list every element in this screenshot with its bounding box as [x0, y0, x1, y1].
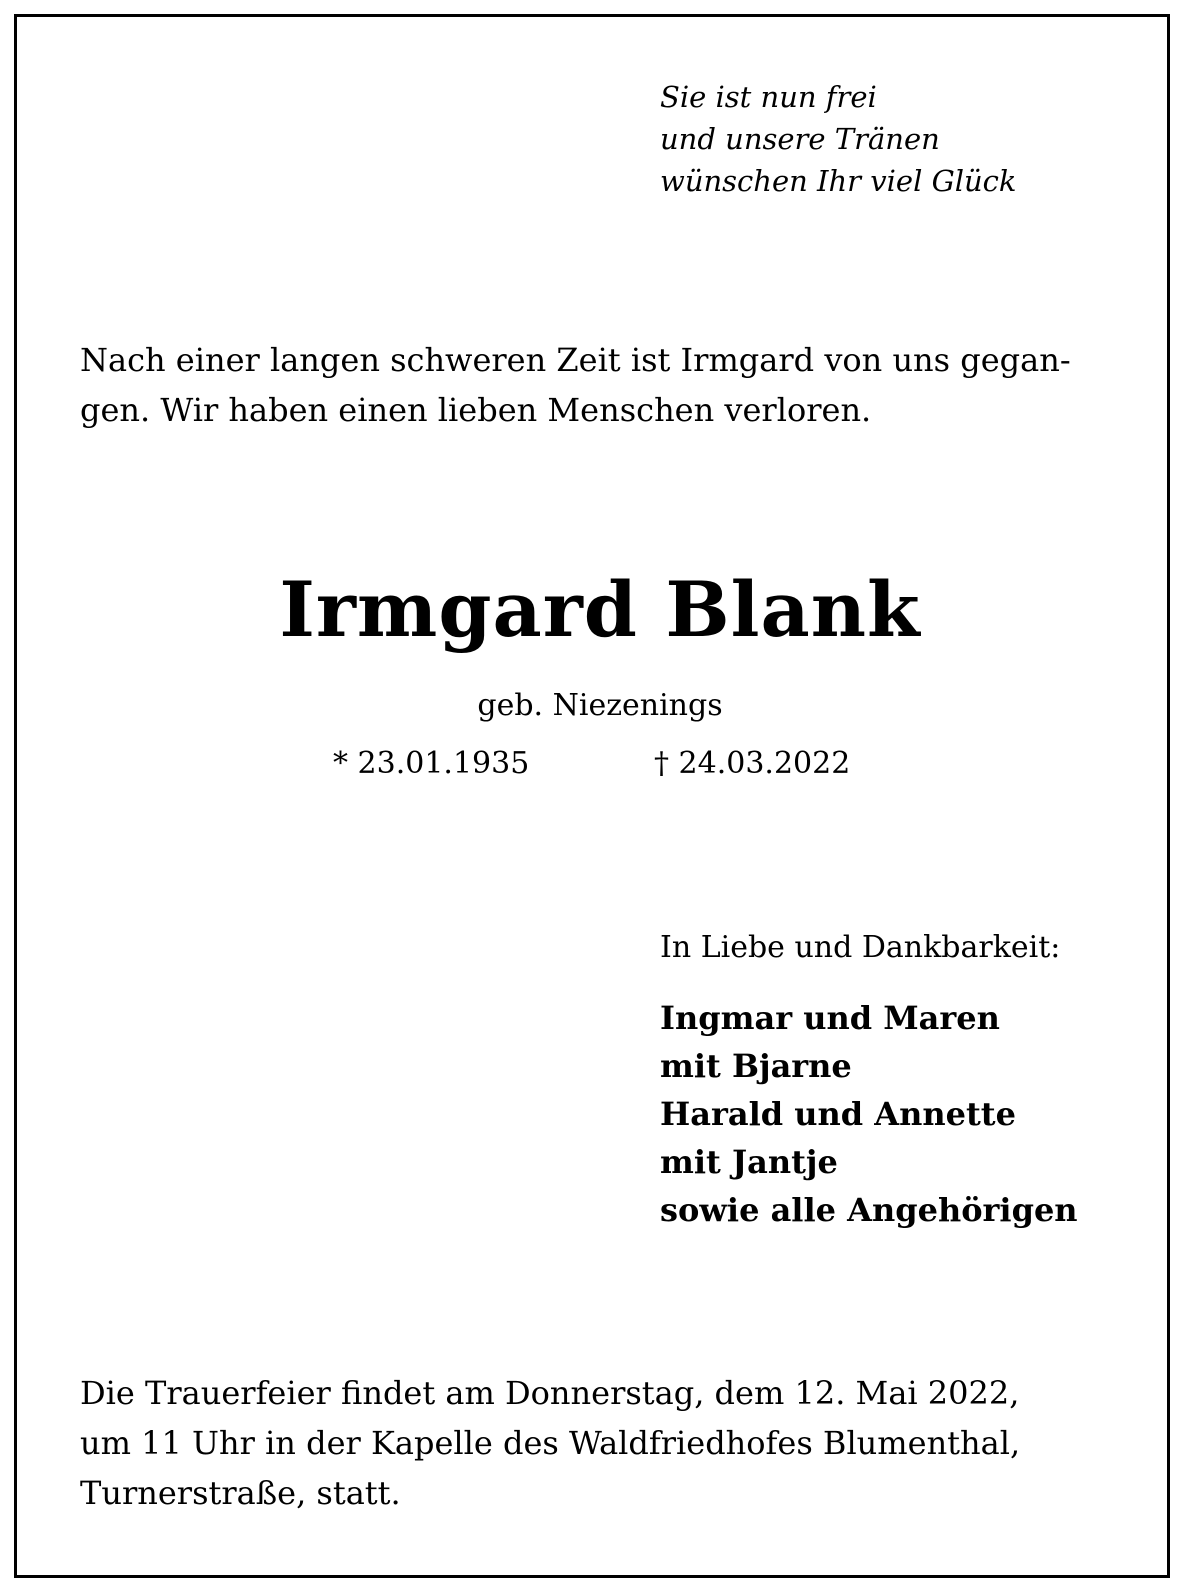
mourners-list	[660, 994, 1078, 1234]
mourner-item: Harald und Annette	[660, 1095, 1016, 1133]
motto-line: und unsere Tränen	[660, 122, 940, 156]
deceased-name: Irmgard Blank	[279, 565, 921, 654]
funeral-line: um 11 Uhr in der Kapelle des Waldfriedhofes Blumenthal,	[80, 1424, 1021, 1462]
funeral-line: Turnerstraße, statt.	[80, 1474, 401, 1512]
notice-border	[14, 14, 1170, 1578]
intro-text	[80, 335, 1071, 435]
mourner-item: sowie alle Angehörigen	[660, 1191, 1078, 1229]
intro-line: gen. Wir haben einen lieben Menschen verloren.	[80, 391, 872, 429]
motto-line: wünschen Ihr viel Glück	[660, 164, 1017, 198]
mourner-item: mit Jantje	[660, 1143, 838, 1181]
birth-date: * 23.01.1935	[333, 746, 530, 781]
mourner-item: Ingmar und Maren	[660, 999, 1000, 1037]
thanks-heading: In Liebe und Dankbarkeit:	[660, 930, 1061, 965]
intro-line: Nach einer langen schweren Zeit ist Irmgard von uns gegan-	[80, 341, 1071, 379]
motto-verse	[660, 76, 1017, 202]
motto-line: Sie ist nun frei	[660, 80, 877, 114]
funeral-info	[80, 1368, 1125, 1518]
mourner-item: mit Bjarne	[660, 1047, 852, 1085]
death-date: † 24.03.2022	[654, 746, 851, 781]
funeral-line: Die Trauerfeier findet am Donnerstag, dem 12. Mai 2022,	[80, 1374, 1020, 1412]
maiden-name: geb. Niezenings	[477, 688, 723, 723]
